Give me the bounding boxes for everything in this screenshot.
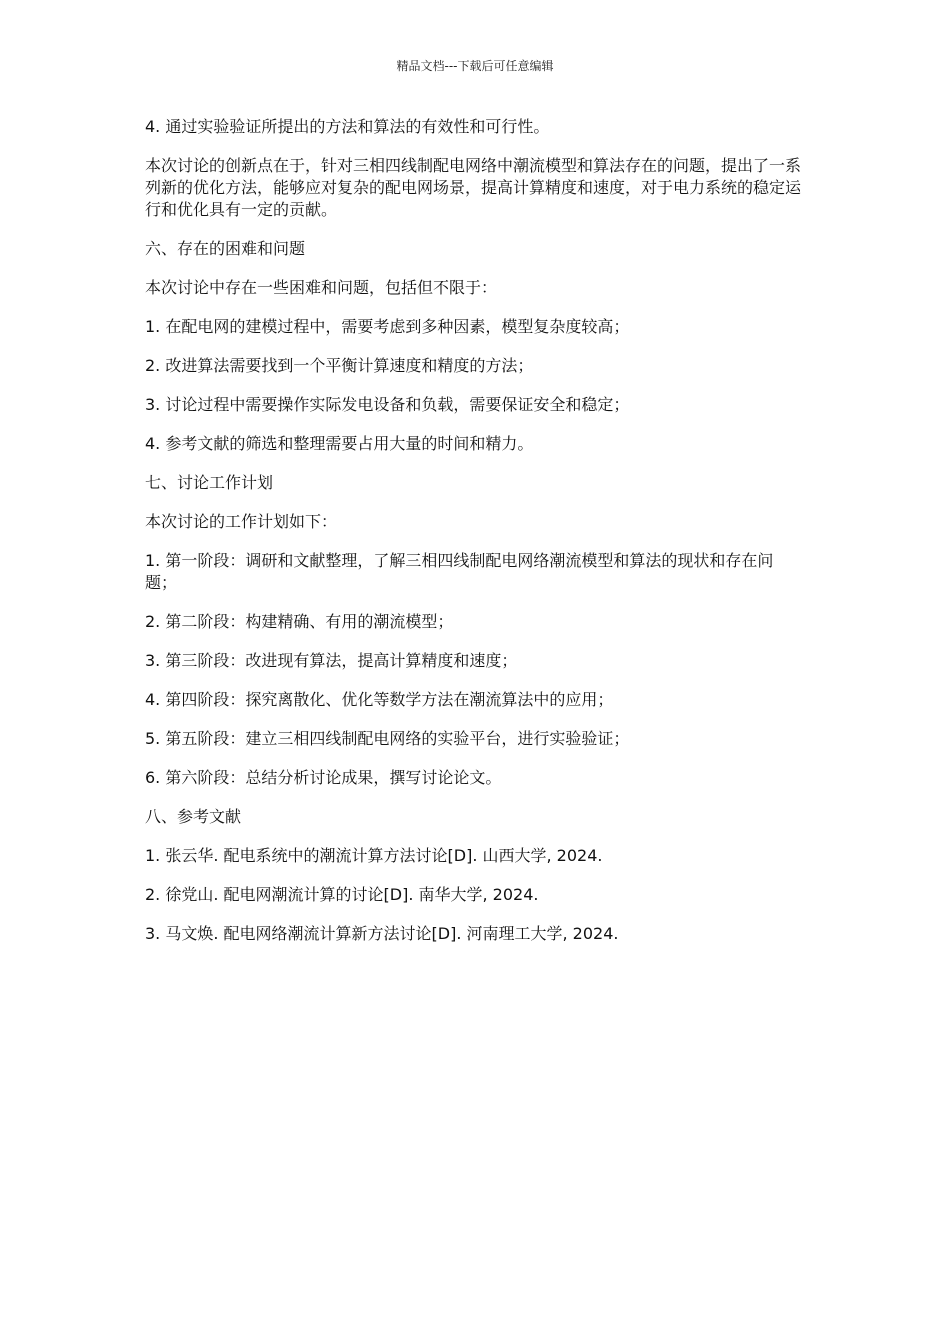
work-plan-item: 6. 第六阶段：总结分析讨论成果，撰写讨论论文。 (145, 768, 502, 787)
reference-item: 2. 徐党山. 配电网潮流计算的讨论[D]. 南华大学, 2024. (145, 885, 539, 904)
innovation-paragraph: 本次讨论的创新点在于，针对三相四线制配电网络中潮流模型和算法存在的问题，提出了一系列新的优化方法，能够应对复杂的配电网场景，提高计算精度和速度，对于电力系统的稳定运行和优化具有一定的贡献。 (145, 156, 802, 219)
section-heading-work-plan: 七、讨论工作计划 (145, 473, 274, 492)
document-body (145, 116, 805, 945)
list-item-validation: 4. 通过实验验证所提出的方法和算法的有效性和可行性。 (145, 117, 550, 136)
reference-item: 3. 马文焕. 配电网络潮流计算新方法讨论[D]. 河南理工大学, 2024. (145, 924, 619, 943)
difficulties-intro: 本次讨论中存在一些困难和问题，包括但不限于： (145, 278, 498, 297)
page-header: 精品文档---下载后可任意编辑 (396, 59, 554, 73)
difficulty-item: 3. 讨论过程中需要操作实际发电设备和负载，需要保证安全和稳定； (145, 395, 630, 414)
difficulty-item: 2. 改进算法需要找到一个平衡计算速度和精度的方法； (145, 356, 534, 375)
reference-item: 1. 张云华. 配电系统中的潮流计算方法讨论[D]. 山西大学, 2024. (145, 846, 603, 865)
work-plan-item: 3. 第三阶段：改进现有算法，提高计算精度和速度； (145, 651, 518, 670)
work-plan-item: 2. 第二阶段：构建精确、有用的潮流模型； (145, 612, 454, 631)
difficulty-item: 4. 参考文献的筛选和整理需要占用大量的时间和精力。 (145, 434, 534, 453)
section-heading-references: 八、参考文献 (145, 807, 242, 826)
work-plan-item: 4. 第四阶段：探究离散化、优化等数学方法在潮流算法中的应用； (145, 690, 614, 709)
work-plan-item: 1. 第一阶段：调研和文献整理，了解三相四线制配电网络潮流模型和算法的现状和存在问题； (145, 551, 774, 592)
section-heading-difficulties: 六、存在的困难和问题 (145, 239, 306, 258)
work-plan-intro: 本次讨论的工作计划如下： (145, 512, 338, 531)
work-plan-item: 5. 第五阶段：建立三相四线制配电网络的实验平台，进行实验验证； (145, 729, 630, 748)
difficulty-item: 1. 在配电网的建模过程中，需要考虑到多种因素，模型复杂度较高； (145, 317, 630, 336)
